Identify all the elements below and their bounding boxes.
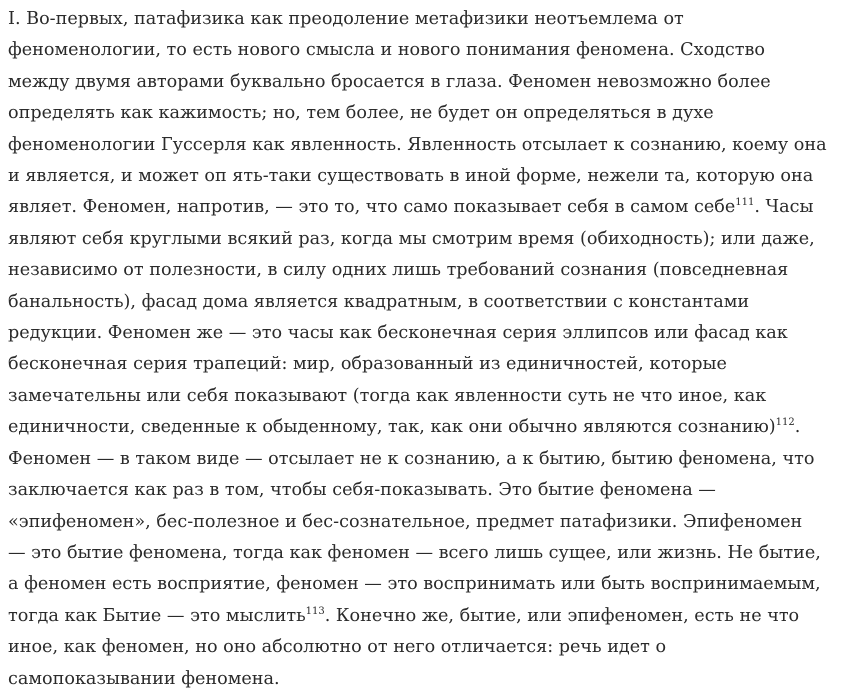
text-line-7: являет. Феномен, напротив, — это то, что само показывает себя в самом себе$^{111}$. Часы (8, 197, 814, 218)
text-line-18: — это бытие феномена, тогда как феномен — всего лишь сущее, или жизнь. Не бытие, (8, 542, 821, 563)
footnote-ref-112[interactable]: 112 (775, 417, 795, 429)
text-line-10: банальность), фасад дома является квадратным, в соответствии с константами (8, 291, 750, 312)
text-line-14: единичности, сведенные к обыденному, так, как они обычно являются сознанию)$^{112}$. (8, 417, 801, 438)
text-line-17: «эпифеномен», бес-полезное и бес-сознательное, предмет патафизики. Эпифеномен (8, 511, 803, 532)
footnote-ref-113[interactable]: 113 (305, 605, 325, 617)
text-line-4: определять как кажимость; но, тем более, не будет он определяться в духе (8, 103, 714, 124)
text-line-16: заключается как раз в том, чтобы себя-показывать. Это бытие феномена — (8, 480, 716, 501)
text-line-21: иное, как феномен, но оно абсолютно от него отличается: речь идет о (8, 637, 667, 658)
paragraph (8, 4, 848, 695)
text-line-3: между двумя авторами буквально бросается в глаза. Феномен невозможно более (8, 71, 771, 92)
text-line-2: феноменологии, то есть нового смысла и нового понимания феномена. Сходство (8, 40, 766, 61)
text-line-9: независимо от полезности, в силу одних лишь требований сознания (повседневная (8, 260, 789, 281)
text-line-5: феноменологии Гуссерля как явленность. Явленность отсылает к сознанию, коему она (8, 134, 827, 155)
text-line-22: самопоказывании феномена. (8, 668, 280, 689)
text-line-12: бесконечная серия трапеций: мир, образованный из единичностей, которые (8, 354, 727, 375)
text-line-20: тогда как Бытие — это мыслить$^{113}$. Конечно же, бытие, или эпифеномен, есть не что (8, 605, 800, 626)
text-line-6: и является, и может оп ять-таки существовать в иной форме, нежели та, которую она (8, 166, 814, 187)
text-line-15: Феномен — в таком виде — отсылает не к сознанию, а к бытию, бытию феномена, что (8, 448, 815, 469)
text-line-1: I. Во-первых, патафизика как преодоление метафизики неотъемлема от (8, 9, 684, 29)
text-line-13: замечательны или себя показывают (тогда как явленности суть не что иное, как (8, 385, 767, 406)
text-line-19: а феномен есть восприятие, феномен — это воспринимать или быть воспринимаемым, (8, 574, 821, 595)
footnote-ref-111[interactable]: 111 (735, 197, 755, 209)
text-line-11: редукции. Феномен же — это часы как бесконечная серия эллипсов или фасад как (8, 323, 788, 344)
text-line-8: являют себя круглыми всякий раз, когда мы смотрим время (обиходность); или даже, (8, 228, 815, 249)
